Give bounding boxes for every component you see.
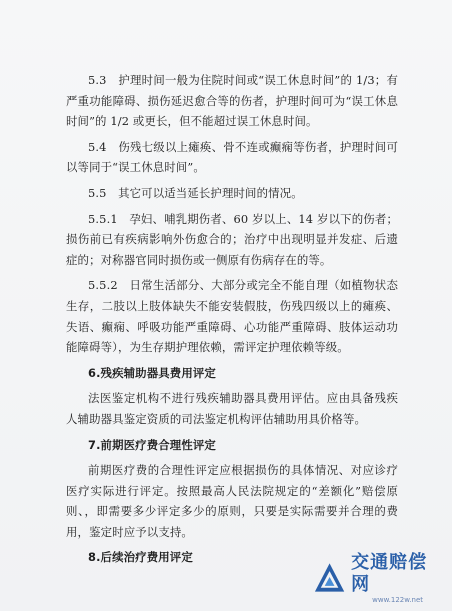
- triangle-logo-icon: [312, 560, 347, 596]
- document-body: [66, 70, 398, 568]
- heading-section-8: 8.后续治疗费用评定: [88, 550, 193, 565]
- site-watermark: [312, 553, 444, 603]
- paragraph-5-4: 5.4 伤残七级以上瘫痪、骨不连或癫痫等伤者，护理时间可以等同于“误工休息时间”。: [66, 139, 398, 175]
- paragraph-5-5-1: 5.5.1 孕妇、哺乳期伤者、60 岁以上、14 岁以下的伤者；损伤前已有疾病影响外伤愈合的；治疗中出现明显并发症、后遗症的；对称器官同时损伤或一侧原有伤病存在的等。: [66, 211, 398, 267]
- paragraph-section-7: 前期医疗费的合理性评定应根据损伤的具体情况、对应诊疗医疗实际进行评定。按照最高人民法院规定的“差额化”赔偿原则、，即需要多少评定多少的原则，只要是实际需要并合理的费用，鉴定时应予以支持。: [66, 463, 398, 539]
- heading-section-6: 6.残疾辅助器具费用评定: [88, 365, 216, 380]
- watermark-url: www.122w.net: [372, 595, 424, 604]
- paragraph-5-3: 5.3 护理时间一般为住院时间或“误工休息时间”的 1/3；有严重功能障碍、损伤延迟愈合等的伤者，护理时间可为“误工休息时间”的 1/2 或更长，但不能超过误工休息时间。: [66, 73, 398, 129]
- paragraph-section-6: 法医鉴定机构不进行残疾辅助器具费用评估。应由具备残疾人辅助器具鉴定资质的司法鉴定机构评估辅助用具价格等。: [66, 391, 398, 426]
- paragraph-5-5-2: 5.5.2 日常生活部分、大部分或完全不能自理（如植物状态生存，二肢以上肢体缺失不能安装假肢，伤残四级以上的瘫痪、失语、癫痫、呼吸功能严重障碍、心功能严重障碍、肢体运动功能障碍等），为生存期护理依赖，需评定护理依赖等级。: [66, 278, 398, 355]
- heading-section-7: 7.前期医疗费合理性评定: [88, 437, 216, 452]
- paragraph-5-5: 5.5 其它可以适当延长护理时间的情况。: [88, 185, 303, 200]
- watermark-title: 交通赔偿网: [351, 551, 428, 595]
